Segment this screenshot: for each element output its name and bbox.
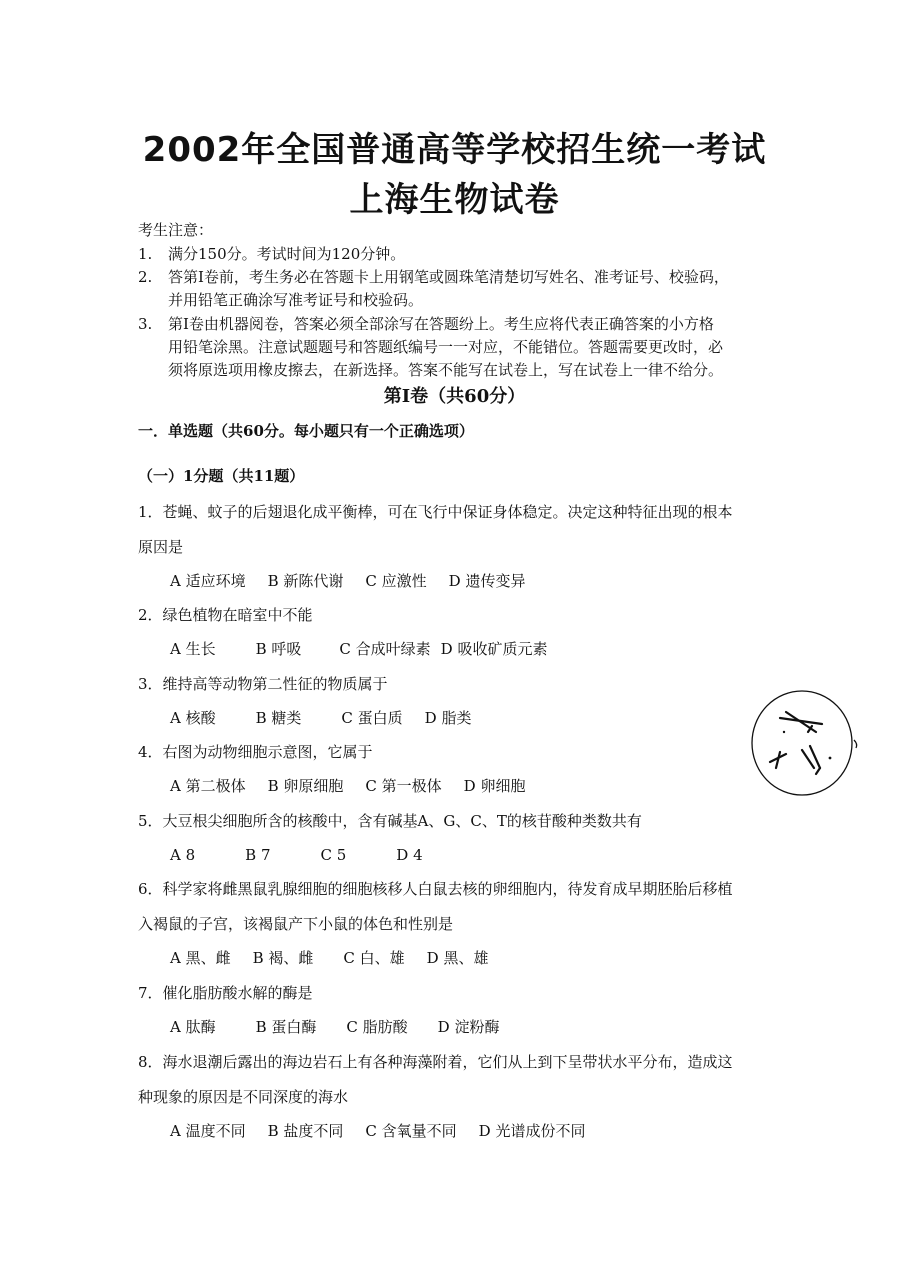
option-b[interactable]: B 糖类	[255, 709, 302, 727]
option-c[interactable]: C 蛋白质	[341, 709, 403, 727]
option-a[interactable]: A 8	[170, 846, 196, 864]
option-a[interactable]: A 第二极体	[170, 777, 246, 795]
option-a[interactable]: A 肽酶	[170, 1018, 216, 1036]
option-b[interactable]: B 新陈代谢	[267, 572, 344, 590]
option-c[interactable]: C 白、雄	[343, 949, 405, 967]
option-d[interactable]: D 4	[396, 846, 423, 864]
option-d[interactable]: D 光谱成份不同	[478, 1122, 586, 1140]
exam-subtitle: 上海生物试卷	[349, 180, 560, 220]
option-a[interactable]: A 黑、雌	[170, 949, 231, 967]
option-c[interactable]: C 第一极体	[365, 777, 442, 795]
option-d[interactable]: D 吸收矿质元素	[440, 640, 548, 658]
question-8-options	[170, 1121, 607, 1141]
option-d[interactable]: D 遗传变异	[448, 572, 526, 590]
option-b[interactable]: B 卵原细胞	[267, 777, 344, 795]
option-d[interactable]: D 卵细胞	[463, 777, 526, 795]
question-6-stem: 6．科学家将雌黑鼠乳腺细胞的细胞核移人白鼠去核的卵细胞内，待发育成早期胚胎后移植	[138, 880, 733, 898]
notice-heading: 考生注意：	[138, 221, 214, 239]
option-c[interactable]: C 合成叶绿素	[339, 640, 431, 658]
option-b[interactable]: B 蛋白酶	[255, 1018, 317, 1036]
option-d[interactable]: D 淀粉酶	[437, 1018, 500, 1036]
question-8-stem: 8．海水退潮后露出的海边岩石上有各种海藻附着，它们从上到下呈带状水平分布，造成这	[138, 1053, 733, 1071]
notice-item-3-cont: 须将原选项用橡皮擦去，在新选择。答案不能写在试卷上，写在试卷上一律不给分。	[168, 361, 724, 379]
option-b[interactable]: B 褐、雌	[252, 949, 314, 967]
notice-item-3-cont: 用铅笔涂黑。注意试题题号和答题纸编号一一对应，不能错位。答题需要更改时，必	[168, 338, 724, 356]
cell-diagram-icon	[750, 688, 860, 798]
notice-item-3: 3. 第Ⅰ卷由机器阅卷，答案必须全部涂写在答题纷上。考生应将代表正确答案的小方格	[138, 315, 714, 333]
part-heading: 一．单选题（共60分。每小题只有一个正确选项）	[138, 422, 474, 440]
option-b[interactable]: B 盐度不同	[267, 1122, 344, 1140]
question-4-stem: 4．右图为动物细胞示意图，它属于	[138, 743, 373, 761]
option-c[interactable]: C 脂肪酸	[346, 1018, 408, 1036]
question-8-stem-cont: 种现象的原因是不同深度的海水	[138, 1088, 349, 1106]
question-7-stem: 7．催化脂肪酸水解的酶是	[138, 984, 313, 1002]
option-c[interactable]: C 5	[320, 846, 347, 864]
notice-item-2: 2. 答第Ⅰ卷前，考生务必在答题卡上用钢笔或圆珠笔清楚切写姓名、准考证号、校验码，	[138, 268, 729, 286]
option-a[interactable]: A 温度不同	[170, 1122, 246, 1140]
option-c[interactable]: C 应激性	[365, 572, 427, 590]
section-title: 第Ⅰ卷（共60分）	[383, 386, 526, 407]
subpart-heading: （一）1分题（共11题）	[138, 467, 305, 485]
question-7-options	[170, 1017, 521, 1037]
option-d[interactable]: D 黑、雄	[426, 949, 489, 967]
question-2-options	[170, 639, 569, 659]
option-b[interactable]: B 呼吸	[255, 640, 302, 658]
question-1-stem-cont: 原因是	[138, 538, 184, 556]
option-a[interactable]: A 核酸	[170, 709, 216, 727]
notice-item-1: 1. 满分150分。考试时间为120分钟。	[138, 245, 406, 263]
question-3-options	[170, 708, 493, 728]
option-a[interactable]: A 适应环境	[170, 572, 246, 590]
question-5-options	[170, 845, 445, 865]
option-d[interactable]: D 脂类	[424, 709, 472, 727]
option-b[interactable]: B 7	[245, 846, 271, 864]
question-6-stem-cont: 入褐鼠的子宫，该褐鼠产下小鼠的体色和性别是	[138, 915, 454, 933]
question-4-options	[170, 776, 547, 796]
question-2-stem: 2．绿色植物在暗室中不能	[138, 606, 313, 624]
option-a[interactable]: A 生长	[170, 640, 216, 658]
question-5-stem: 5．大豆根尖细胞所含的核酸中，含有碱基A、G、C、T的核苷酸种类数共有	[138, 812, 642, 830]
notice-item-2-cont: 并用铅笔正确涂写准考证号和校验码。	[168, 291, 424, 309]
question-1-stem: 1．苍蝇、蚊子的后翅退化成平衡棒，可在飞行中保证身体稳定。决定这种特征出现的根本	[138, 503, 733, 521]
question-3-stem: 3．维持高等动物第二性征的物质属于	[138, 675, 388, 693]
question-1-options	[170, 571, 547, 591]
exam-title: 2002年全国普通高等学校招生统一考试	[142, 130, 767, 170]
question-6-options	[170, 948, 510, 968]
option-c[interactable]: C 含氧量不同	[365, 1122, 457, 1140]
